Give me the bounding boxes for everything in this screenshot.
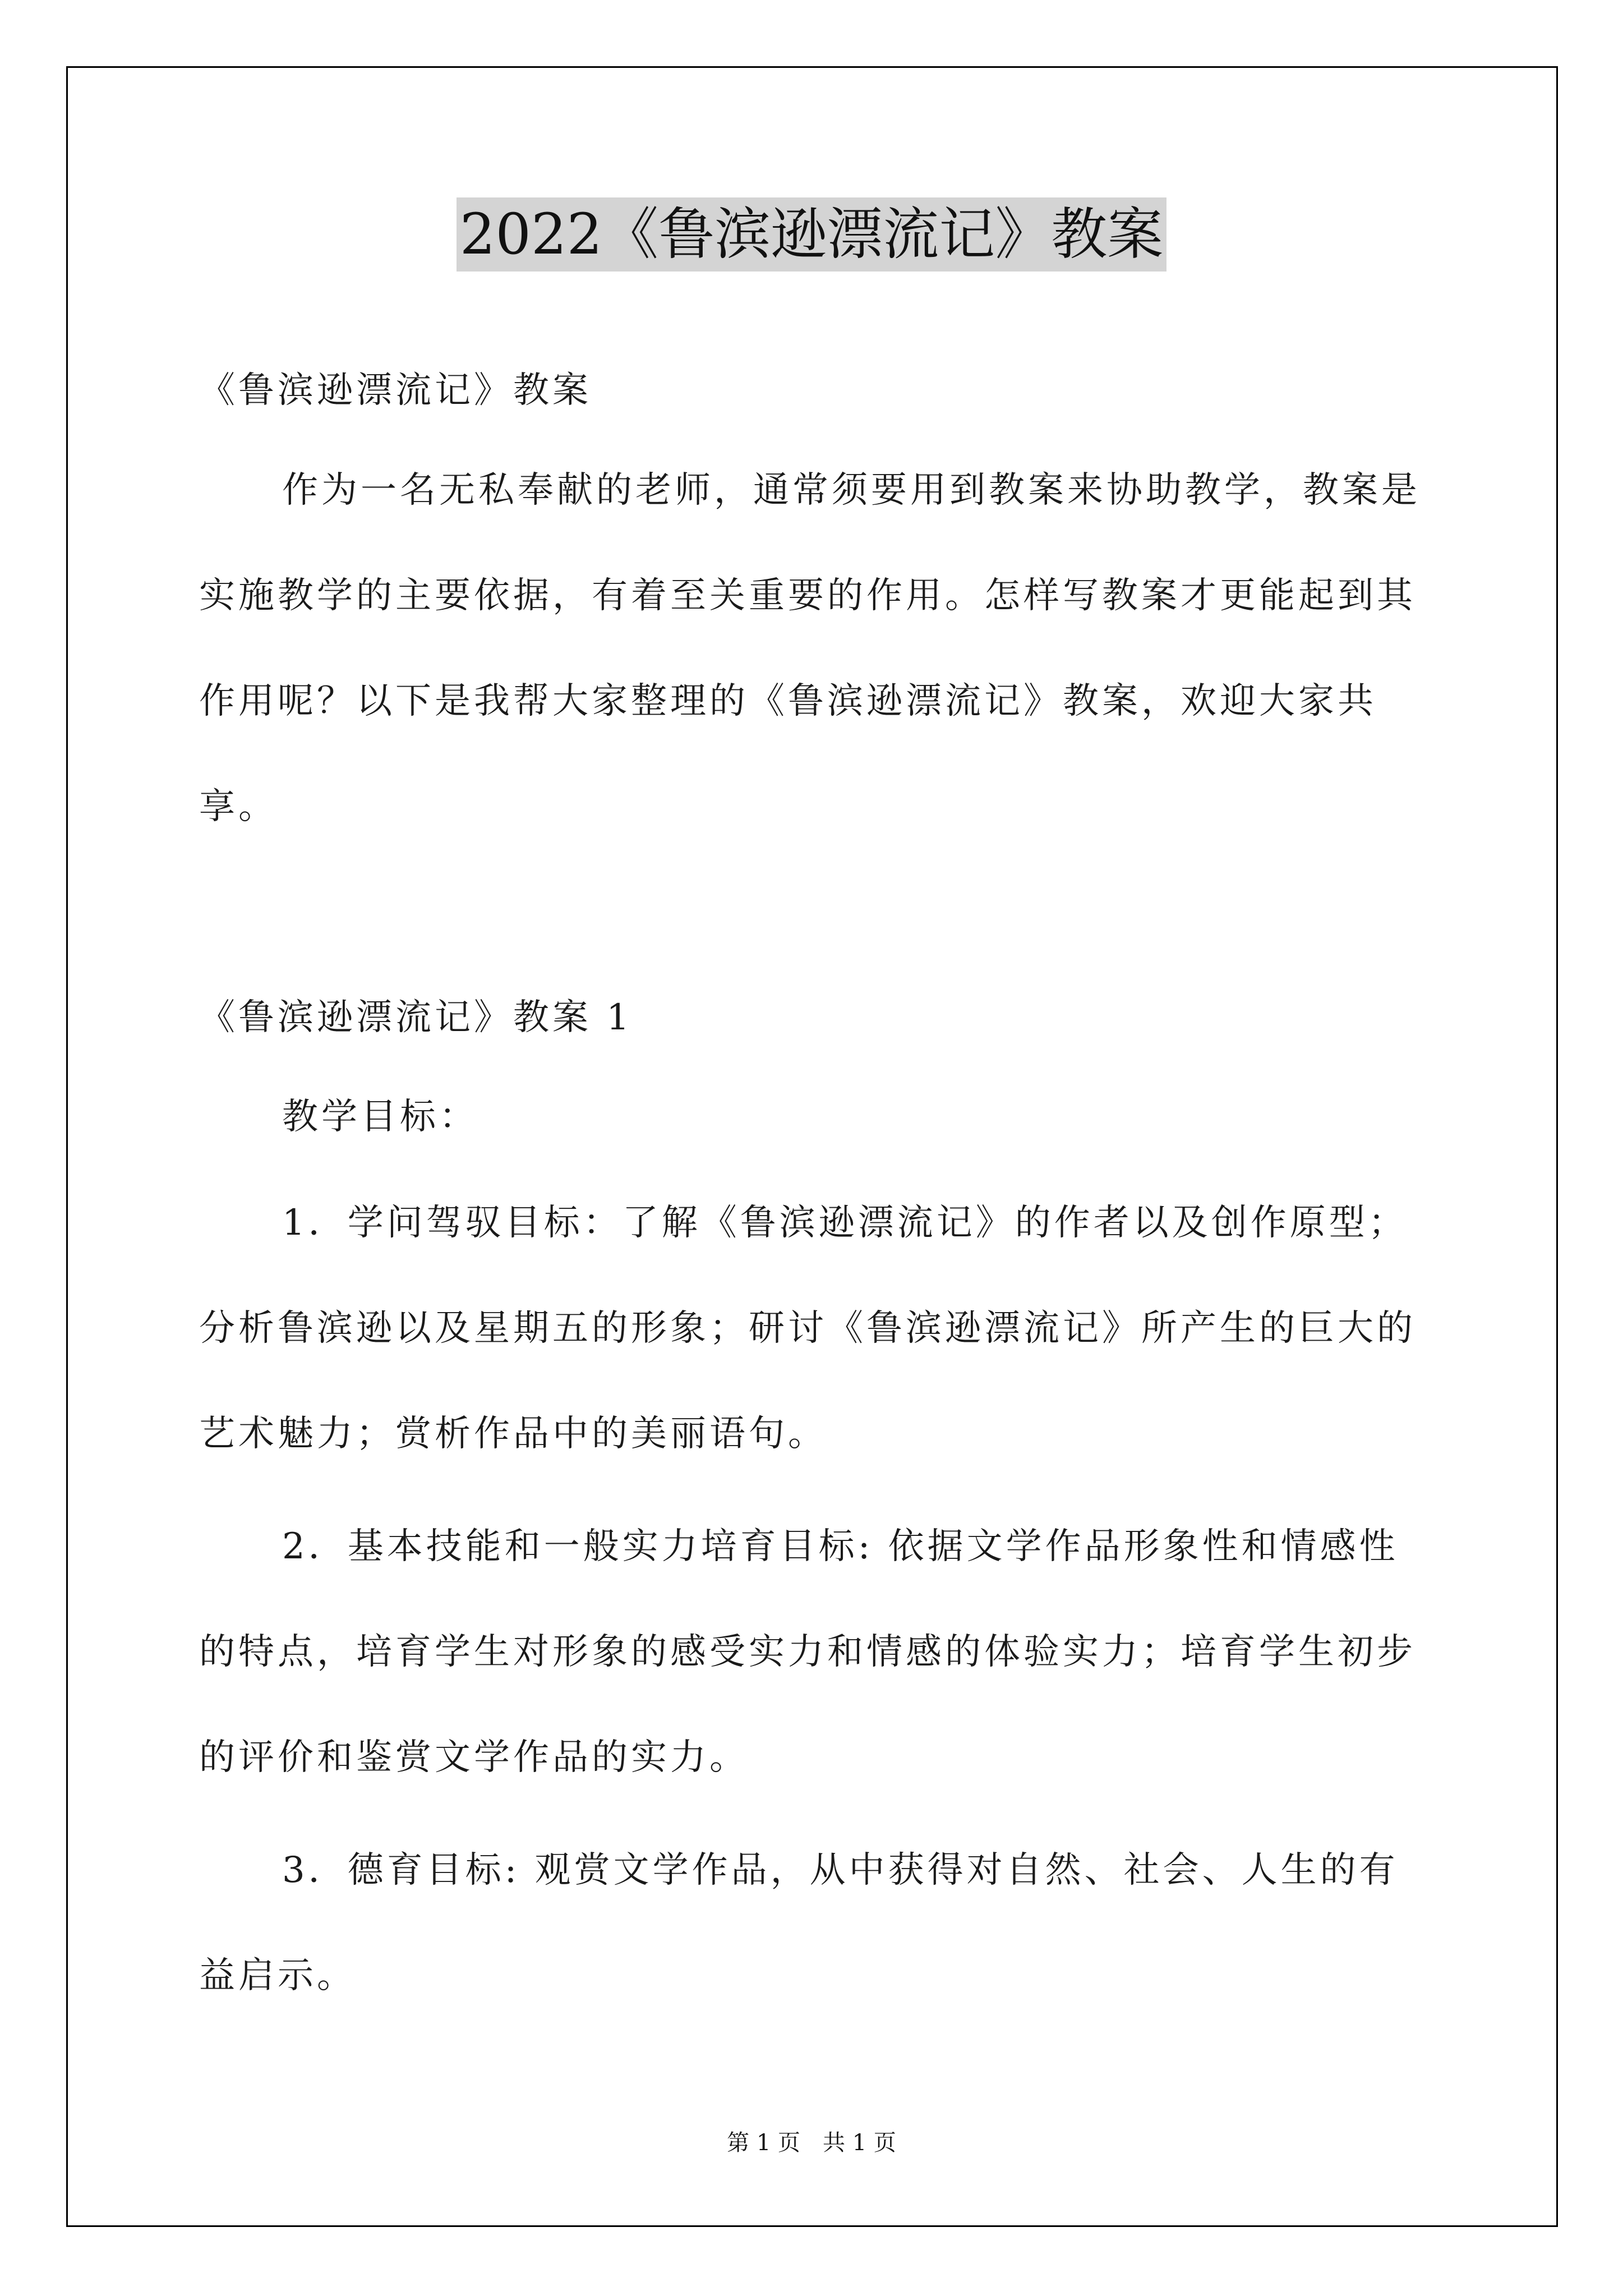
goal-paragraph-2: 2．基本技能和一般实力培育目标: 依据文学作品形象性和情感性的特点，培育学生对形象的感受实力和情感的体验实力；培育学生初步的评价和鉴赏文学作品的实力。	[199, 1526, 1416, 1778]
goal-paragraph-3: 3．德育目标: 观赏文学作品，从中获得对自然、社会、人生的有益启示。	[199, 1849, 1399, 1996]
section-heading: 《鲁滨逊漂流记》教案 1	[199, 997, 633, 1038]
title-container	[0, 197, 1623, 272]
intro-paragraph: 作为一名无私奉献的老师，通常须要用到教案来协助教学，教案是实施教学的主要依据，有着至关重要的作用。怎样写教案才更能起到其作用呢？以下是我帮大家整理的《鲁滨逊漂流记》教案，欢迎大家共享。	[199, 470, 1421, 827]
document-subtitle: 《鲁滨逊漂流记》教案	[199, 370, 592, 411]
document-title: 2022《鲁滨逊漂流记》教案	[457, 197, 1167, 272]
goal-paragraph-1: 1．学问驾驭目标：了解《鲁滨逊漂流记》的作者以及创作原型；分析鲁滨逊以及星期五的形象；研讨《鲁滨逊漂流记》所产生的巨大的艺术魅力；赏析作品中的美丽语句。	[199, 1202, 1416, 1455]
goals-label: 教学目标：	[282, 1096, 478, 1138]
page-footer: 第 1 页 共 1 页	[727, 2130, 896, 2156]
